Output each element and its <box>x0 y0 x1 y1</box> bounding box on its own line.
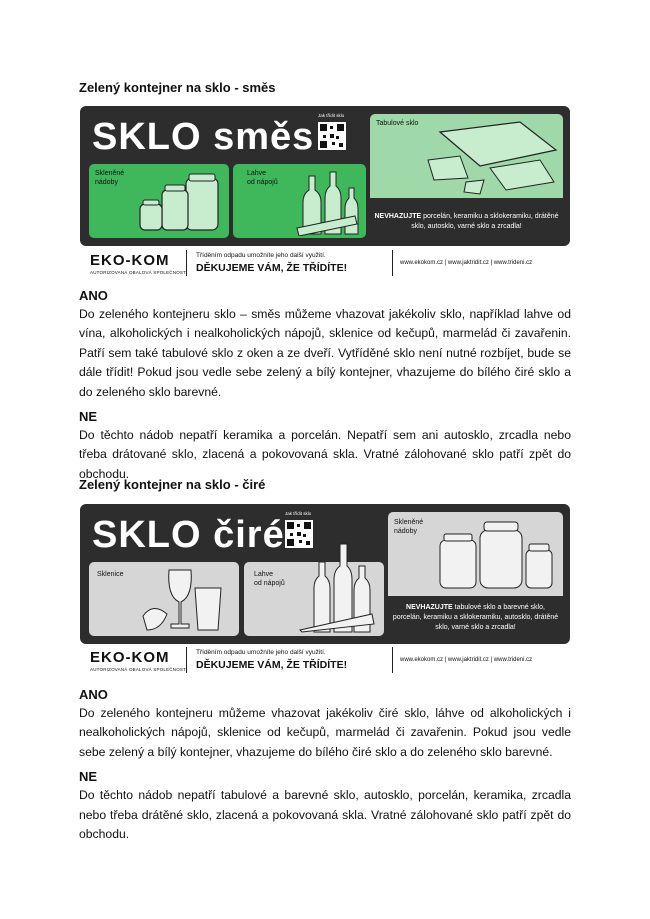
ekokom-footer-1 <box>80 246 570 280</box>
ne-title: NE <box>79 769 98 785</box>
divider <box>392 647 393 673</box>
footer-line1: Tříděním odpadu umožníte jeho další využití. <box>196 252 326 259</box>
section-heading-mix: Zelený kontejner na sklo - směs <box>79 80 276 95</box>
sheet-glass-icon <box>420 120 560 198</box>
panel-jars-label: Skleněné nádoby <box>95 170 125 186</box>
jars-icon <box>134 172 224 234</box>
ano-text: Do zeleného kontejneru sklo – směs můžeme vhazovat jakékoliv sklo, například lahve od vína, alkoholických i nealkoholických nápojů, sklenice od kečupů, marmelád či zavařenin. Patří sem také tabulové sklo z oken a ze dveří. Vytříděné sklo není nutné rozbíjet, bude se dále třídit! Pokud jsou vedle sebe zelený a bílý kontejner, vhazujeme do bílého čiré sklo a do zeleného sklo barevné. <box>79 307 571 399</box>
divider <box>392 250 393 276</box>
ekokom-logo: EKO-KOM <box>90 252 170 269</box>
ekokom-footer-2 <box>80 643 570 677</box>
bottles-icon <box>293 168 365 236</box>
ano-text: Do zeleného kontejneru můžeme vhazovat jakékoliv čiré sklo, láhve od alkoholických i nealkoholických nápojů, sklenice od kečupů, marmelád či zavařenin. Pokud jsou vedle sebe zelený a bílý kontejner, vhazujeme do bílého čiré sklo a do zeleného sklo barevné. <box>79 706 571 759</box>
panel-glasses <box>89 562 239 636</box>
panel-bottles <box>244 562 384 636</box>
panel-sheet-label: Tabulové sklo <box>376 120 419 127</box>
ano-title: ANO <box>79 687 108 702</box>
qr-code-icon <box>318 122 346 150</box>
section-heading-clear: Zelený kontejner na sklo - čiré <box>79 477 266 492</box>
footer-web: www.ekokom.cz | www.jaktridit.cz | www.trideni.cz <box>400 260 533 266</box>
panel-jars <box>89 164 229 238</box>
banner-title: SKLO čiré <box>92 514 285 556</box>
footer-line2: DĚKUJEME VÁM, ŽE TŘÍDÍTE! <box>196 659 348 671</box>
divider <box>186 250 187 276</box>
panel-bottles <box>233 164 366 238</box>
ekokom-logo-sub: AUTORIZOVANÁ OBALOVÁ SPOLEČNOST <box>90 270 187 275</box>
warning-bold: NEVHAZUJTE <box>406 604 453 611</box>
divider <box>186 647 187 673</box>
banner-title: SKLO směs <box>92 116 315 158</box>
panel-bottles-label: Lahve od nápojů <box>247 170 278 186</box>
section-clear-text <box>79 686 571 844</box>
panel-bottles-label: Lahve od nápojů <box>254 571 285 587</box>
banner-sklo-smes <box>80 106 570 246</box>
ne-text: Do těchto nádob nepatří keramika a porcelán. Nepatří sem ani autosklo, zrcadla nebo třeba drátované sklo, zlacená a pokovovaná skla. Vratné zálohované sklo patří zpět do obchodu. <box>79 428 571 481</box>
panel-glasses-label: Sklenice <box>97 571 124 578</box>
warning-text <box>392 603 559 633</box>
warning-text <box>374 212 559 232</box>
panel-sheet-glass <box>370 114 563 238</box>
bottles-icon <box>292 540 382 634</box>
ne-title: NE <box>79 409 98 425</box>
warning-body: porcelán, keramiku a sklokeramiku, drátěné sklo, autosklo, varné sklo a zrcadla! <box>411 213 559 230</box>
jars-icon <box>428 516 558 592</box>
warning-body: tabulové sklo a barevné sklo, porcelán, keramiku a sklokeramiku, autosklo, drátěné sklo, varné sklo a zrcadla! <box>392 604 559 631</box>
footer-line2: DĚKUJEME VÁM, ŽE TŘÍDÍTE! <box>196 262 348 274</box>
panel-jars <box>388 512 563 636</box>
section-mix-text <box>79 287 571 484</box>
ne-text: Do těchto nádob nepatří tabulové a barevné sklo, autosklo, porcelán, keramika, zrcadla nebo třeba drátěné sklo, zlacená a pokovovaná skla. Vratné zálohované sklo patří zpět do obchodu. <box>79 788 571 842</box>
qr-caption: Jak třídit sklo <box>318 113 345 118</box>
warning-bold: NEVHAZUJTE <box>374 213 422 220</box>
panel-jars-label: Skleněné nádoby <box>394 519 424 535</box>
qr-caption: Jak třídit sklo <box>285 511 312 516</box>
banner-sklo-cire <box>80 504 570 644</box>
glasses-icon <box>139 566 235 634</box>
footer-web: www.ekokom.cz | www.jaktridit.cz | www.trideni.cz <box>400 657 533 663</box>
ekokom-logo-sub: AUTORIZOVANÁ OBALOVÁ SPOLEČNOST <box>90 667 187 672</box>
footer-line1: Tříděním odpadu umožníte jeho další využití. <box>196 649 326 656</box>
ano-title: ANO <box>79 288 108 303</box>
ekokom-logo: EKO-KOM <box>90 649 170 666</box>
